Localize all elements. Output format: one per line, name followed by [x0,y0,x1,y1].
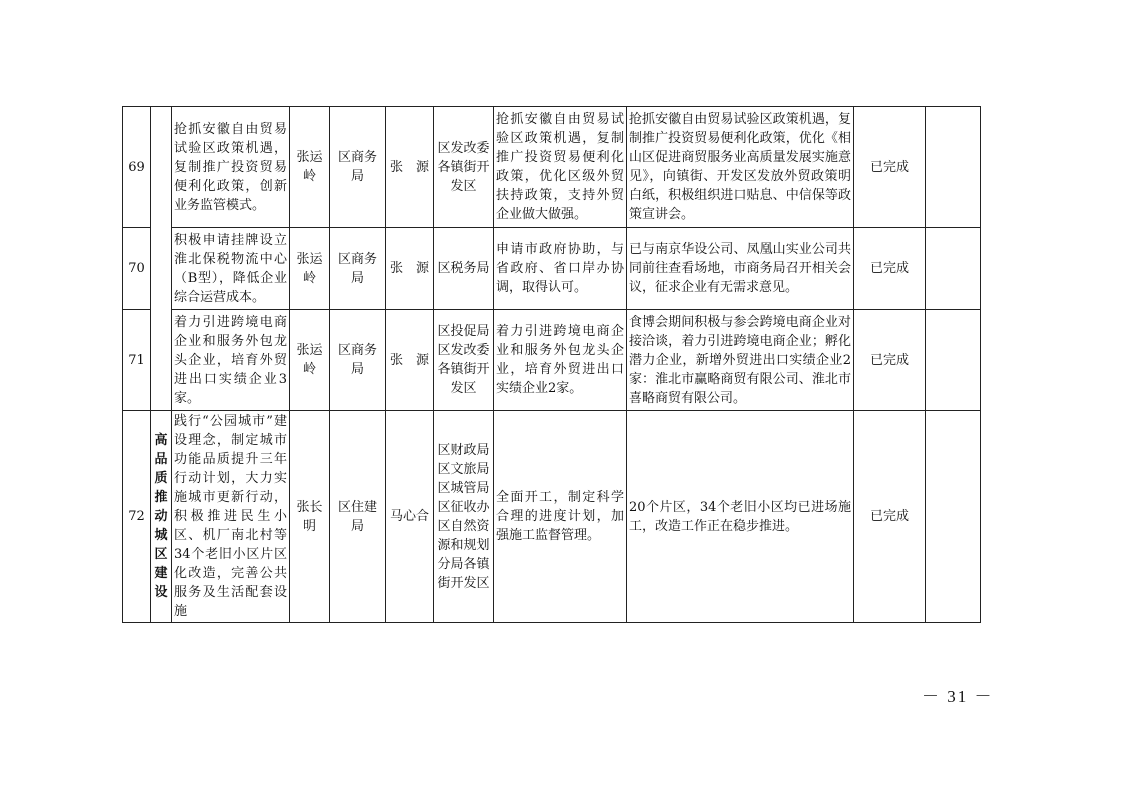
coop-cell: 区财政局区文旅局区城管局区征收办区自然资源和规划分局各镇街开发区 [434,411,494,623]
status-cell: 已完成 [854,107,926,228]
table-row [123,107,981,228]
category-cell [151,411,172,623]
task-cell: 践行“公园城市”建设理念，制定城市功能品质提升三年行动计划，大力实施城市更新行动，积极推进民生小区、机厂南北村等34个老旧小区片区化改造，完善公共服务及生活配套设施 [172,411,290,623]
page-number: － 31 － [922,687,994,706]
status-cell: 已完成 [854,228,926,310]
unit-cell: 区商务局 [330,310,386,411]
row-number: 70 [123,228,151,310]
person-cell: 马心合 [386,411,434,623]
progress-cell: 食博会期间积极与参会跨境电商企业对接洽谈，着力引进跨境电商企业；孵化潜力企业，新增外贸进出口实绩企业2家：淮北市赢略商贸有限公司、淮北市喜略商贸有限公司。 [627,310,854,411]
task-cell: 抢抓安徽自由贸易试验区政策机遇，复制推广投资贸易便利化政策，创新业务监管模式。 [172,107,290,228]
note-cell [926,228,981,310]
coop-cell: 区税务局 [434,228,494,310]
progress-cell: 抢抓安徽自由贸易试验区政策机遇，复制推广投资贸易便利化政策，优化《相山区促进商贸服务业高质量发展实施意见》，向镇街、开发区发放外贸政策明白纸，积极组织进口贴息、中信保等政策宣讲会。 [627,107,854,228]
note-cell [926,107,981,228]
task-cell: 积极申请挂牌设立淮北保税物流中心（B型），降低企业综合运营成本。 [172,228,290,310]
status-cell: 已完成 [854,310,926,411]
progress-table [122,106,981,623]
table-row [123,411,981,623]
person-cell: 张 源 [386,107,434,228]
coop-cell: 区发改委各镇街开发区 [434,107,494,228]
table-row [123,228,981,310]
lead-cell: 张运岭 [290,107,330,228]
coop-cell: 区投促局区发改委各镇街开发区 [434,310,494,411]
lead-cell: 张长明 [290,411,330,623]
person-cell: 张 源 [386,228,434,310]
lead-cell: 张运岭 [290,310,330,411]
row-number: 69 [123,107,151,228]
row-number: 72 [123,411,151,623]
unit-cell: 区商务局 [330,107,386,228]
lead-cell: 张运岭 [290,228,330,310]
progress-cell: 已与南京华设公司、凤凰山实业公司共同前往查看场地，市商务局召开相关会议，征求企业有无需求意见。 [627,228,854,310]
note-cell [926,310,981,411]
progress-cell: 20个片区，34个老旧小区均已进场施工，改造工作正在稳步推进。 [627,411,854,623]
status-cell: 已完成 [854,411,926,623]
category-cell [151,107,172,411]
unit-cell: 区住建局 [330,411,386,623]
category-label: 高品质推动城区建设 [154,433,168,600]
person-cell: 张 源 [386,310,434,411]
table-row [123,310,981,411]
note-cell [926,411,981,623]
goal-cell: 着力引进跨境电商企业和服务外包龙头企业，培育外贸进出口实绩企业2家。 [494,310,627,411]
goal-cell: 申请市政府协助，与省政府、省口岸办协调，取得认可。 [494,228,627,310]
unit-cell: 区商务局 [330,228,386,310]
task-cell: 着力引进跨境电商企业和服务外包龙头企业，培育外贸进出口实绩企业3家。 [172,310,290,411]
row-number: 71 [123,310,151,411]
goal-cell: 全面开工，制定科学合理的进度计划，加强施工监督管理。 [494,411,627,623]
goal-cell: 抢抓安徽自由贸易试验区政策机遇，复制推广投资贸易便利化政策，优化区级外贸扶持政策，支持外贸企业做大做强。 [494,107,627,228]
